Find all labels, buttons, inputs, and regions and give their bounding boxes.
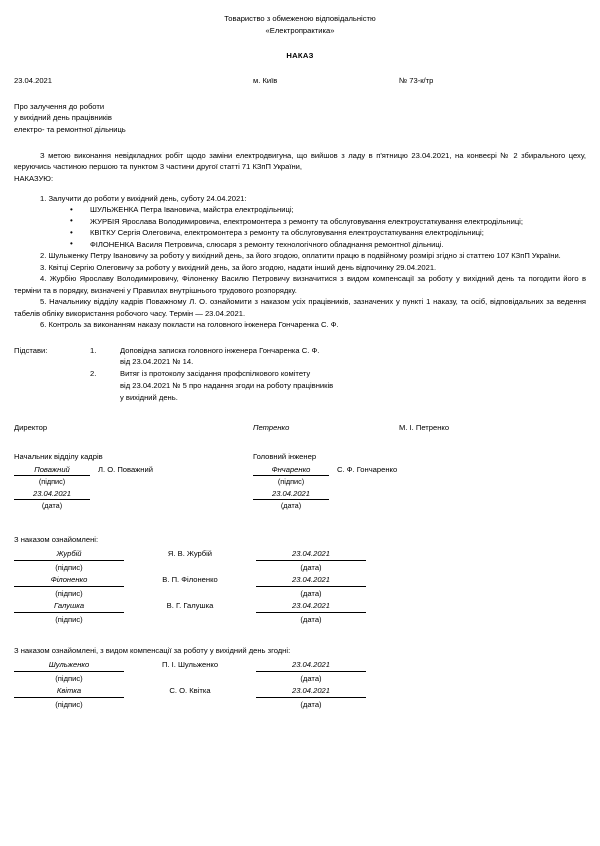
table-row-captions (14, 612, 366, 626)
ack-signature: Філоненко (14, 574, 124, 587)
empty-cell (136, 612, 244, 626)
approval-block-chief-engineer (253, 451, 397, 512)
spacer-cell (124, 560, 136, 574)
spacer-cell (124, 600, 136, 613)
acknowledgement-2-table (14, 659, 366, 711)
ack-name: В. Г. Галушка (166, 601, 214, 611)
spacer-cell (124, 697, 136, 711)
approver-name: С. Ф. Гончаренко (337, 464, 398, 474)
date-caption: (дата) (300, 614, 322, 624)
grounds-section (0, 345, 600, 404)
spacer-cell (244, 659, 256, 672)
subject-line-3: електро- та ремонтної дільниць (14, 125, 126, 135)
list-item: • ЖУРБІЯ Ярослава Володимировича, електромонтера з ремонту та обслуговування електроустаткування електродільниці; (70, 216, 586, 227)
signature-caption: (підпис) (55, 588, 83, 598)
document-page (0, 13, 600, 846)
spacer-cell (124, 671, 136, 685)
date-caption: (дата) (300, 673, 322, 683)
acknowledgement-2-title: З наказом ознайомлені, з видом компенсації за роботу у вихідний день згодні: (14, 645, 291, 655)
approver-role: Начальник відділу кадрів (14, 451, 103, 461)
acknowledgement-1-table (14, 548, 366, 626)
document-subject (0, 101, 600, 136)
approver-date: 23.04.2021 (253, 488, 329, 500)
approval-block-hr-head (14, 451, 153, 512)
document-date: 23.04.2021 (14, 75, 53, 85)
document-type-title: НАКАЗ (286, 50, 314, 60)
spacer-cell (244, 671, 256, 685)
director-role: Директор (14, 422, 48, 432)
preamble-paragraph: З метою виконання невідкладних робіт щодо заміни електродвигуна, що вийшов з ладу в п'ятницю 23.04.2021, на конвеєрі № 2 збирального цеху, керуючись частиною першою та пунктом 3 частини другої статті 71 КЗпП України, (14, 150, 586, 172)
list-item: • ШУЛЬЖЕНКА Петра Івановича, майстра електродільниці; (70, 204, 586, 215)
order-item-2: 2. Шульженку Петру Івановичу за роботу у вихідний день, за його згодою, оплатити працю в подвійному розмірі згідно зі статтею 107 КЗпП України. (40, 250, 561, 260)
approver-role: Головний інженер (253, 451, 317, 461)
order-item-1-list (14, 204, 586, 250)
approver-signature-line (253, 464, 397, 476)
ack-name: Я. В. Журбій (167, 549, 213, 559)
empty-cell (136, 586, 244, 600)
ack-name: В. П. Філоненко (162, 575, 218, 585)
spacer-cell (124, 548, 136, 561)
spacer-cell (124, 574, 136, 587)
spacer-cell (244, 685, 256, 698)
grounds-item-line-3: у вихідний день. (120, 392, 178, 402)
table-row-captions (14, 560, 366, 574)
document-number: № 73-к/тр (399, 75, 434, 85)
date-caption: (дата) (300, 699, 322, 709)
date-caption: (дата) (280, 500, 302, 510)
spacer-cell (124, 659, 136, 672)
spacer-cell (244, 560, 256, 574)
acknowledgement-1-title: З наказом ознайомлені: (14, 534, 99, 544)
grounds-item-line-1: Витяг із протоколу засідання профспілкового комітету (120, 369, 311, 379)
spacer-cell (244, 612, 256, 626)
spacer-cell (244, 600, 256, 613)
grounds-list (90, 345, 600, 404)
date-caption: (дата) (300, 562, 322, 572)
approver-signature: Поважний (14, 464, 90, 476)
ack-date: 23.04.2021 (256, 548, 366, 561)
grounds-item-number: 1. (90, 345, 97, 355)
ack-signature: Галушка (14, 600, 124, 613)
director-signature: Петренко (253, 422, 290, 432)
grounds-item (90, 345, 600, 369)
spacer-cell (124, 586, 136, 600)
approver-name: Л. О. Поважний (98, 464, 153, 474)
grounds-item-line-2: від 23.04.2021 № 14. (120, 357, 194, 367)
table-row-captions (14, 697, 366, 711)
approvals-section (0, 451, 600, 515)
order-keyword: НАКАЗУЮ: (14, 173, 54, 183)
document-body (0, 150, 600, 331)
order-item-5: 5. Начальнику відділу кадрів Поважному Л. О. ознайомити з наказом усіх працівників, зазначених у пункті 1 наказу, та осіб, відповідальних за ведення табелів обліку використання робочого часу. Термін — 23.04.2021. (14, 297, 586, 318)
order-item-4: 4. Журбію Ярославу Володимировичу, Філоненку Василю Петровичу визначитися з видом компенсації за роботу у вихідний день та погодити його в терміни та в порядку, визначені у Правилах внутрішнього трудового розпорядку. (14, 274, 586, 295)
ack-name: С. О. Квітка (169, 686, 211, 696)
empty-cell (136, 697, 244, 711)
signature-caption: (підпис) (55, 562, 83, 572)
ack-signature: Журбій (14, 548, 124, 561)
org-name-line2: «Електропрактика» (265, 25, 335, 35)
signature-caption: (підпис) (38, 476, 66, 486)
ack-date: 23.04.2021 (256, 659, 366, 672)
spacer-cell (124, 612, 136, 626)
document-meta-row (0, 75, 600, 87)
approver-signature-line (14, 464, 153, 476)
empty-cell (136, 560, 244, 574)
spacer-cell (244, 574, 256, 587)
date-caption: (дата) (300, 588, 322, 598)
signature-caption: (підпис) (277, 476, 305, 486)
grounds-item-line-2: від 23.04.2021 № 5 про надання згоди на роботу працівників (120, 381, 334, 390)
spacer-cell (244, 697, 256, 711)
subject-line-1: Про залучення до роботи (14, 101, 105, 111)
empty-cell (136, 671, 244, 685)
approver-signature: Фнчаренко (253, 464, 329, 476)
grounds-item-number: 2. (90, 369, 97, 379)
table-row-captions (14, 671, 366, 685)
grounds-item-line-1: Доповідна записка головного інженера Гончаренка С. Ф. (120, 345, 320, 355)
grounds-label: Підстави: (14, 345, 48, 355)
table-row (14, 548, 366, 561)
spacer-cell (244, 548, 256, 561)
date-caption: (дата) (41, 500, 63, 510)
organization-header (0, 13, 600, 37)
order-item-1: 1. Залучити до роботи у вихідний день, суботу 24.04.2021: (40, 193, 247, 203)
ack-name: П. І. Шульженко (161, 660, 219, 670)
document-city: м. Київ (253, 75, 278, 85)
table-row (14, 685, 366, 698)
signature-caption: (підпис) (55, 614, 83, 624)
order-item-6: 6. Контроль за виконанням наказу покласти на головного інженера Гончаренка С. Ф. (40, 320, 339, 330)
org-name-line1: Товариство з обмеженою відповідальністю (224, 14, 376, 23)
ack-date: 23.04.2021 (256, 600, 366, 613)
table-row-captions (14, 586, 366, 600)
spacer-cell (244, 586, 256, 600)
table-row (14, 659, 366, 672)
ack-signature: Шульженко (14, 659, 124, 672)
director-name: М. І. Петренко (399, 422, 450, 432)
order-item-3: 3. Квітці Сергію Олеговичу за роботу у вихідний день, за його згодою, надати інший день відпочинку 29.04.2021. (40, 262, 437, 272)
ack-signature: Квітка (14, 685, 124, 698)
signature-caption: (підпис) (55, 699, 83, 709)
table-row (14, 600, 366, 613)
signature-caption: (підпис) (55, 673, 83, 683)
approver-date: 23.04.2021 (14, 488, 90, 500)
subject-line-2: у вихідний день працівників (14, 113, 112, 123)
ack-date: 23.04.2021 (256, 574, 366, 587)
list-item: • ФІЛОНЕНКА Василя Петровича, слюсаря з ремонту технологічного обладнання ремонтної дільниці. (70, 239, 586, 250)
list-item: • КВІТКУ Сергія Олеговича, електромонтера з ремонту та обслуговування електроустаткування електродільниці; (70, 227, 586, 238)
table-row (14, 574, 366, 587)
director-signature-row (0, 422, 600, 436)
ack-date: 23.04.2021 (256, 685, 366, 698)
spacer-cell (124, 685, 136, 698)
grounds-item (90, 368, 600, 403)
